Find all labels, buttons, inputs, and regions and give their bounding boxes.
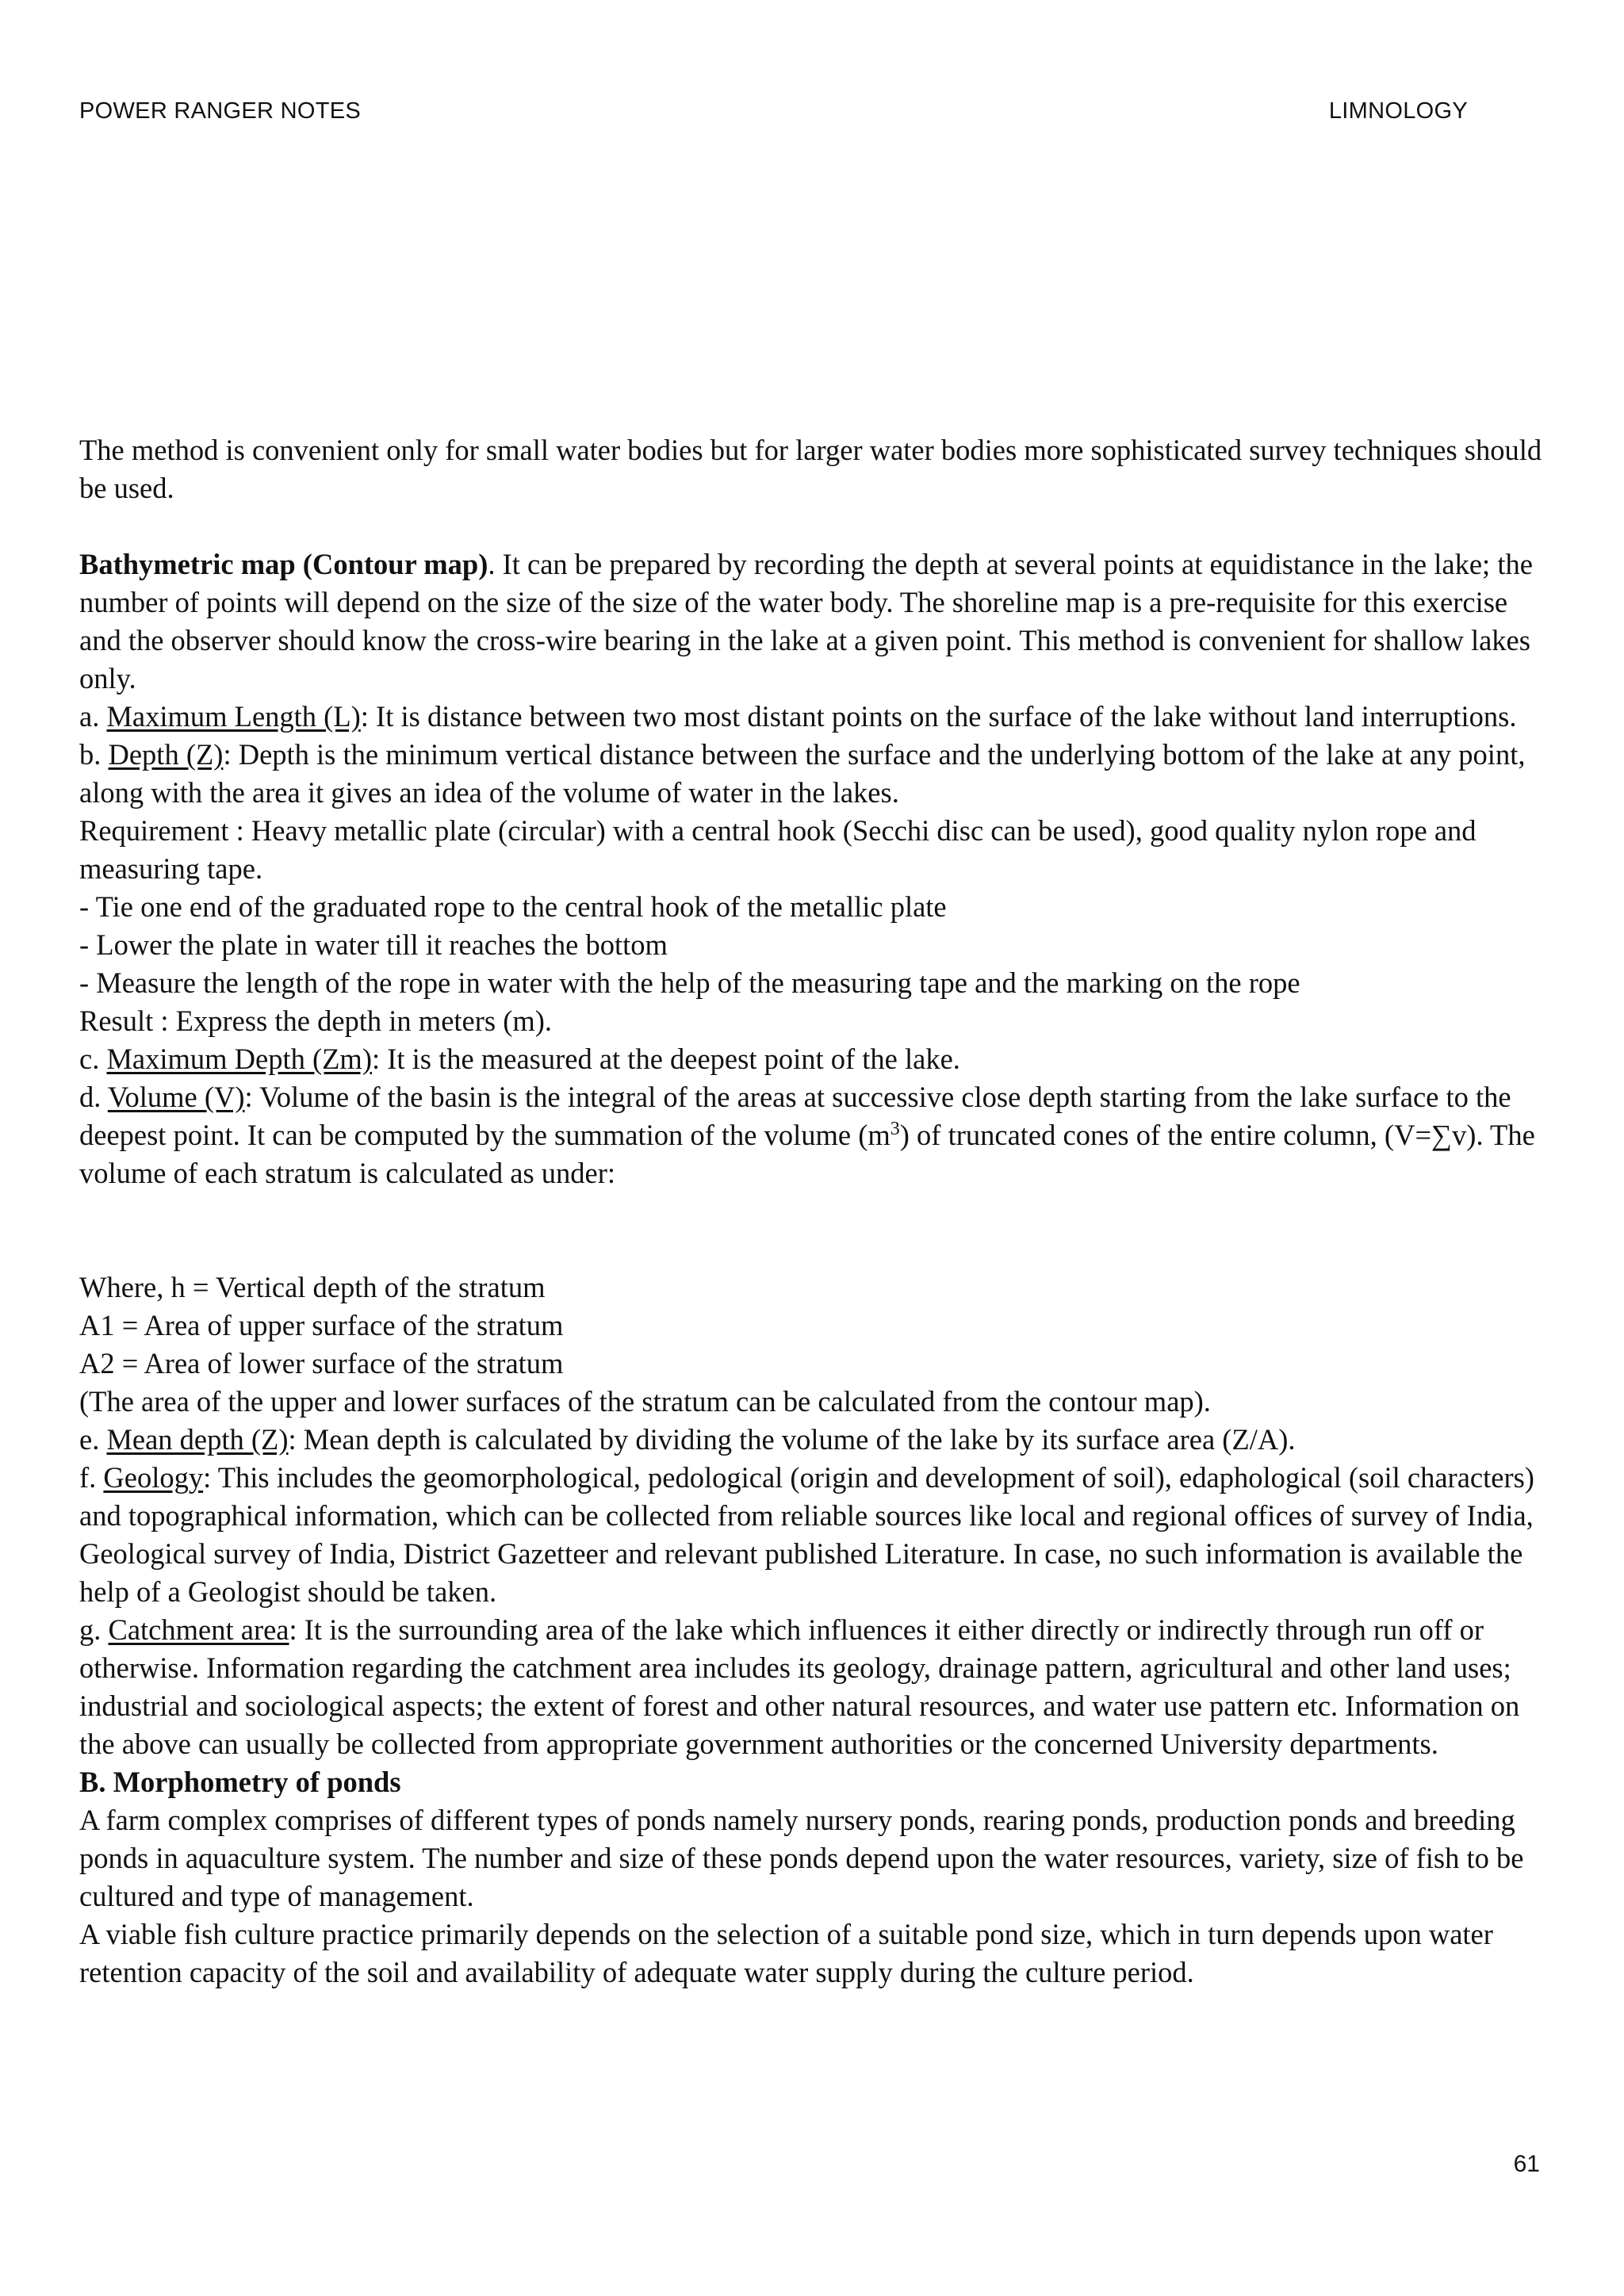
running-header-right: LIMNOLOGY: [1328, 98, 1468, 124]
depth-term: Depth (Z): [108, 738, 224, 771]
max-length-item: a. Maximum Length (L): It is distance between two most distant points on the surface of the lake without land interruptions.: [79, 700, 1517, 733]
step-line: - Measure the length of the rope in water with the help of the measuring tape and the marking on the rope: [79, 966, 1300, 999]
ponds-heading: B. Morphometry of ponds: [79, 1766, 401, 1798]
depth-item: b. Depth (Z): Depth is the minimum vertical distance between the surface and the underlying bottom of the lake at any point, along with the area it gives an idea of the volume of water in the lakes.: [79, 738, 1526, 809]
result-line: Result : Express the depth in meters (m).: [79, 1004, 553, 1037]
ponds-paragraph: A viable fish culture practice primarily depends on the selection of a suitable pond size, which in turn depends upon water retention capacity of the soil and availability of adequate water supply during the culture period.: [79, 1918, 1493, 1988]
catchment-item: g. Catchment area: It is the surrounding area of the lake which influences it either directly or indirectly through run off or otherwise. Information regarding the catchment area includes its geology, drainage pattern, agricultural and other land uses; industrial and sociological aspects; the extent of forest and other natural resources, and water use pattern etc. Information on the above can usually be collected from appropriate government authorities or the concerned University departments.: [79, 1613, 1520, 1760]
intro-paragraph: The method is convenient only for small water bodies but for larger water bodies more sophisticated survey techniques should be used.: [79, 434, 1542, 504]
requirement-line: Requirement : Heavy metallic plate (circular) with a central hook (Secchi disc can be used), good quality nylon rope and measuring tape.: [79, 814, 1477, 885]
page-number: 61: [1513, 2151, 1540, 2177]
mean-depth-item: e. Mean depth (Z): Mean depth is calculated by dividing the volume of the lake by its surface area (Z/A).: [79, 1423, 1296, 1456]
geology-item: f. Geology: This includes the geomorphological, pedological (origin and development of soil), edaphological (soil characters) and topographical information, which can be collected from reliable sources like local and regional offices of survey of India, Geological survey of India, District Gazetteer and relevant published Literature. In case, no such information is available the help of a Geologist should be taken.: [79, 1461, 1534, 1608]
mean-depth-term: Mean depth (Z): [106, 1423, 289, 1456]
superscript: 3: [890, 1118, 900, 1139]
ponds-paragraph: A farm complex comprises of different types of ponds namely nursery ponds, rearing ponds, production ponds and breeding ponds in aquaculture system. The number and size of these ponds depend upon the water resources, variety, size of fish to be cultured and type of management.: [79, 1804, 1524, 1912]
bathymetric-paragraph: [79, 545, 1554, 698]
catchment-term: Catchment area: [108, 1613, 289, 1646]
running-header-left: POWER RANGER NOTES: [79, 98, 362, 124]
step-line: - Tie one end of the graduated rope to the central hook of the metallic plate: [79, 890, 947, 923]
volume-item: d. Volume (V): Volume of the basin is the integral of the areas at successive close depth starting from the lake surface to the deepest point. It can be computed by the summation of the volume $(m^3)$ of truncated cones of the entire column, (V=∑v). The volume of each stratum is calculated as under:: [79, 1081, 1535, 1189]
where-line: A1 = Area of upper surface of the stratum: [79, 1309, 564, 1341]
max-depth-item: c. Maximum Depth (Zm): It is the measured at the deepest point of the lake.: [79, 1043, 960, 1075]
step-line: - Lower the plate in water till it reaches the bottom: [79, 928, 668, 961]
volume-term: Volume (V): [107, 1081, 245, 1113]
page-body: [79, 431, 1554, 1992]
where-line: Where, h = Vertical depth of the stratum: [79, 1271, 546, 1303]
max-depth-term: Maximum Depth (Zm): [106, 1043, 372, 1075]
max-length-term: Maximum Length (L): [106, 700, 361, 733]
where-note: (The area of the upper and lower surfaces of the stratum can be calculated from the contour map).: [79, 1385, 1211, 1418]
bathymetric-text: . It can be prepared by recording the depth at several points at equidistance in the lake; the number of points will depend on the size of the size of the water body. The shoreline map is a pre-requisite for this exercise and the observer should know the cross-wire bearing in the lake at a given point. This method is convenient for shallow lakes only.: [79, 548, 1533, 695]
geology-term: Geology: [103, 1461, 204, 1494]
where-line: A2 = Area of lower surface of the stratum: [79, 1347, 564, 1380]
bathymetric-heading: Bathymetric map (Contour map): [79, 548, 488, 580]
